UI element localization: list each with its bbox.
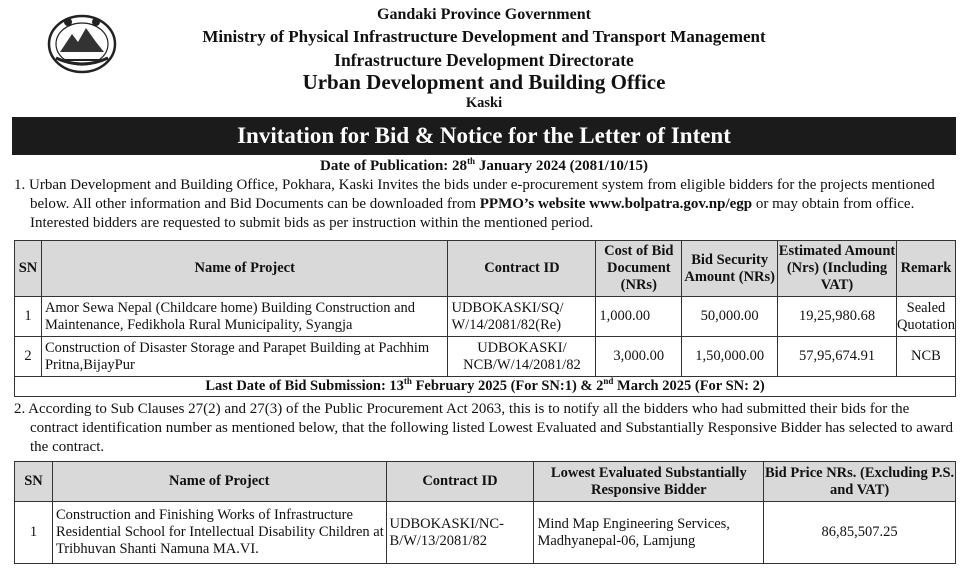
document-header bbox=[0, 0, 968, 115]
row-remark: Sealed Quotation bbox=[896, 297, 955, 337]
table-header-row bbox=[15, 462, 956, 502]
row-sn: 1 bbox=[15, 297, 42, 337]
col-sn: SN bbox=[15, 241, 42, 297]
row-bid-price: 86,85,507.25 bbox=[764, 502, 956, 564]
row-contract-id: UDBOKASKI/NC-B/W/13/2081/82 bbox=[386, 502, 534, 564]
col-estimated: Estimated Amount (Nrs) (Including VAT) bbox=[778, 241, 897, 297]
table-row bbox=[15, 502, 956, 564]
row-sn: 1 bbox=[15, 502, 53, 564]
letter-of-intent-table bbox=[14, 461, 956, 564]
bid-invitation-table bbox=[14, 240, 956, 397]
last-submission-date: Last Date of Bid Submission: 13th February 2025 (For SN:1) & 2nd March 2025 (For SN: 2) bbox=[15, 377, 956, 397]
publication-date: Date of Publication: 28th January 2024 (2081/10/15) bbox=[319, 156, 648, 174]
ppmo-website-link[interactable]: PPMO’s website www.bolpatra.gov.np/egp bbox=[479, 196, 753, 212]
row-project-name: Construction of Disaster Storage and Parapet Building at Pachhim Pritna,BijayPur bbox=[41, 337, 448, 377]
row-sn: 2 bbox=[15, 337, 42, 377]
notice-title-banner: Invitation for Bid & Notice for the Letter of Intent bbox=[12, 117, 956, 155]
row-contract-id: UDBOKASKI/SQ/ W/14/2081/82(Re) bbox=[448, 297, 596, 337]
col-bid-price: Bid Price NRs. (Excluding P.S. and VAT) bbox=[764, 462, 956, 502]
col-remark: Remark bbox=[896, 241, 955, 297]
col-sn: SN bbox=[15, 462, 53, 502]
watermark: ꞏ ꞏ ꞏ bbox=[290, 260, 401, 325]
row-estimated: 57,95,674.91 bbox=[778, 337, 897, 377]
row-cost: 1,000.00 bbox=[596, 297, 682, 337]
row-contract-id: UDBOKASKI/ NCB/W/14/2081/82 bbox=[448, 337, 596, 377]
table-row bbox=[15, 297, 956, 337]
row-project-name: Amor Sewa Nepal (Childcare home) Building Construction and Maintenance, Fedikhola Rural Municipality, Syangja bbox=[41, 297, 448, 337]
row-project-name: Construction and Finishing Works of Infrastructure Residential School for Intellectual Disability Children at Tribhuvan Shanti Namuna MA.VI. bbox=[52, 502, 386, 564]
ministry-name: Ministry of Physical Infrastructure Development and Transport Management bbox=[202, 27, 766, 46]
row-bidder: Mind Map Engineering Services, Madhyanepal-06, Lamjung bbox=[534, 502, 764, 564]
col-bidder: Lowest Evaluated Substantially Responsive Bidder bbox=[534, 462, 764, 502]
col-contract-id: Contract ID bbox=[386, 462, 534, 502]
bid-invitation-paragraph: 1. Urban Development and Building Office, Pokhara, Kaski Invites the bids under e-procurement system from eligible bidders for the projects mentioned below. All other information and Bid Documents can be downloaded from PPMO’s website www.bolpatra.gov.np/egp or may obtain from office. Interested bidders are requested to submit bids as per instruction within the mentioned period. bbox=[14, 177, 935, 231]
col-cost: Cost of Bid Document (NRs) bbox=[596, 241, 682, 297]
office-name: Urban Development and Building Office bbox=[302, 70, 666, 94]
row-estimated: 19,25,980.68 bbox=[778, 297, 897, 337]
row-remark: NCB bbox=[896, 337, 955, 377]
row-security: 50,000.00 bbox=[682, 297, 778, 337]
row-security: 1,50,000.00 bbox=[682, 337, 778, 377]
directorate-name: Infrastructure Development Directorate bbox=[334, 50, 634, 70]
letter-of-intent-paragraph: 2. According to Sub Clauses 27(2) and 27(3) of the Public Procurement Act 2063, this is to notify all the bidders who had submitted their bids for the contract identification number as mentioned below, that the following listed Lowest Evaluated and Substantially Responsive Bidder has selected to award the contract. bbox=[14, 401, 953, 455]
col-contract-id: Contract ID bbox=[448, 241, 596, 297]
table-row bbox=[15, 337, 956, 377]
province-name: Gandaki Province Government bbox=[377, 6, 591, 23]
row-cost: 3,000.00 bbox=[596, 337, 682, 377]
col-project-name: Name of Project bbox=[52, 462, 386, 502]
col-security: Bid Security Amount (NRs) bbox=[682, 241, 778, 297]
col-project-name: Name of Project bbox=[41, 241, 448, 297]
district-name: Kaski bbox=[465, 95, 503, 111]
table-header-row bbox=[15, 241, 956, 297]
last-date-row bbox=[15, 377, 956, 397]
